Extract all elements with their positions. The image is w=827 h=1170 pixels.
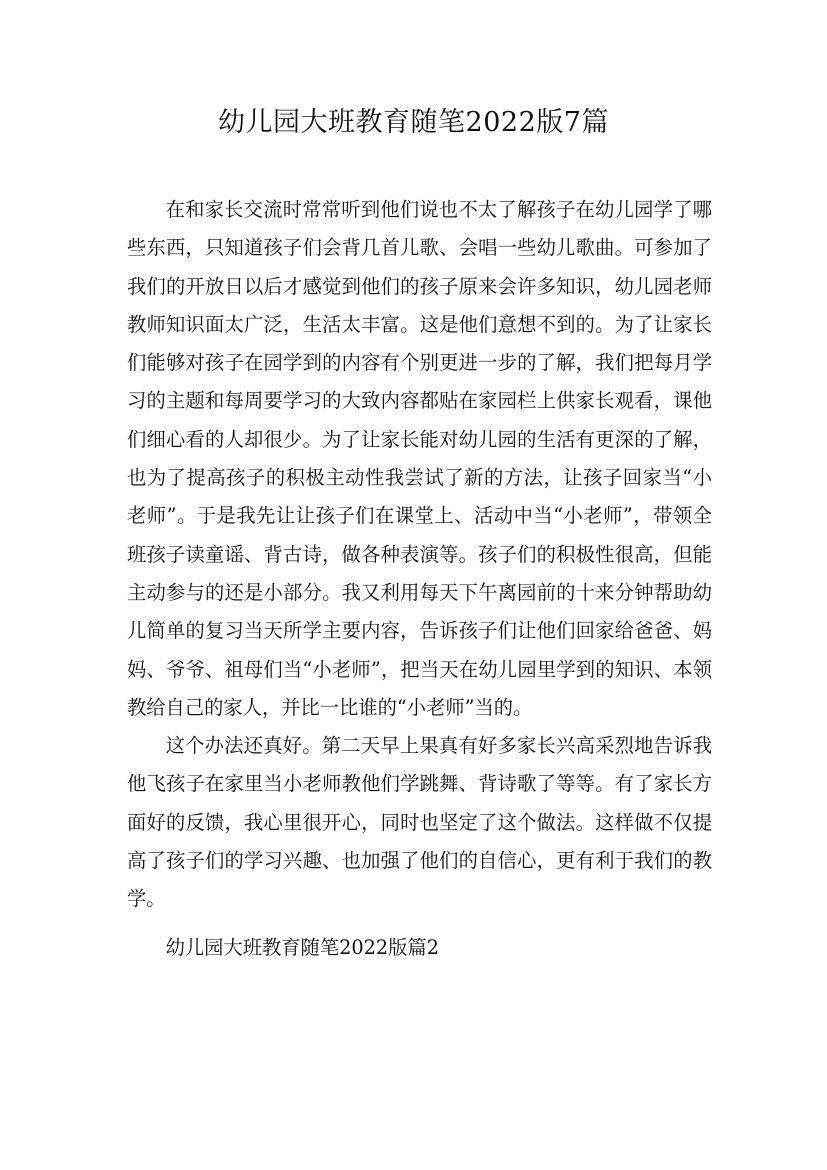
paragraph-2: 这个办法还真好。第二天早上果真有好多家长兴高采烈地告诉我他飞孩子在家里当小老师教他们学跳舞、背诗歌了等等。有了家长方面好的反馈，我心里很开心，同时也坚定了这个做法。这样做不仅提高了孩子们的学习兴趣、也加强了他们的自信心，更有利于我们的教学。 xyxy=(127,734,712,911)
paragraph-1: 在和家长交流时常常听到他们说也不太了解孩子在幼儿园学了哪些东西，只知道孩子们会背几首儿歌、会唱一些幼儿歌曲。可参加了我们的开放日以后才感觉到他们的孩子原来会许多知识，幼儿园老师教师知识面太广泛，生活太丰富。这是他们意想不到的。为了让家长们能够对孩子在园学到的内容有个别更进一步的了解，我们把每月学习的主题和每周要学习的大致内容都贴在家园栏上供家长观看，课他们细心看的人却很少。为了让家长能对幼儿园的生活有更深的了解，也为了提高孩子的积极主动性我尝试了新的方法，让孩子回家当“小老师”。于是我先让让孩子们在课堂上、活动中当“小老师”，带领全班孩子读童谣、背古诗，做各种表演等。孩子们的积极性很高，但能主动参与的还是小部分。我又利用每天下午离园前的十来分钟帮助幼儿简单的复习当天所学主要内容，告诉孩子们让他们回家给爸爸、妈妈、爷爷、祖母们当“小老师”，把当天在幼儿园里学到的知识、本领教给自己的家人，并比一比谁的“小老师”当的。 xyxy=(127,198,712,719)
document-body xyxy=(127,191,712,967)
section-heading: 幼儿园大班教育随笔2022版篇2 xyxy=(165,935,440,959)
page-title: 幼儿园大班教育随笔2022版7篇 xyxy=(218,107,609,138)
